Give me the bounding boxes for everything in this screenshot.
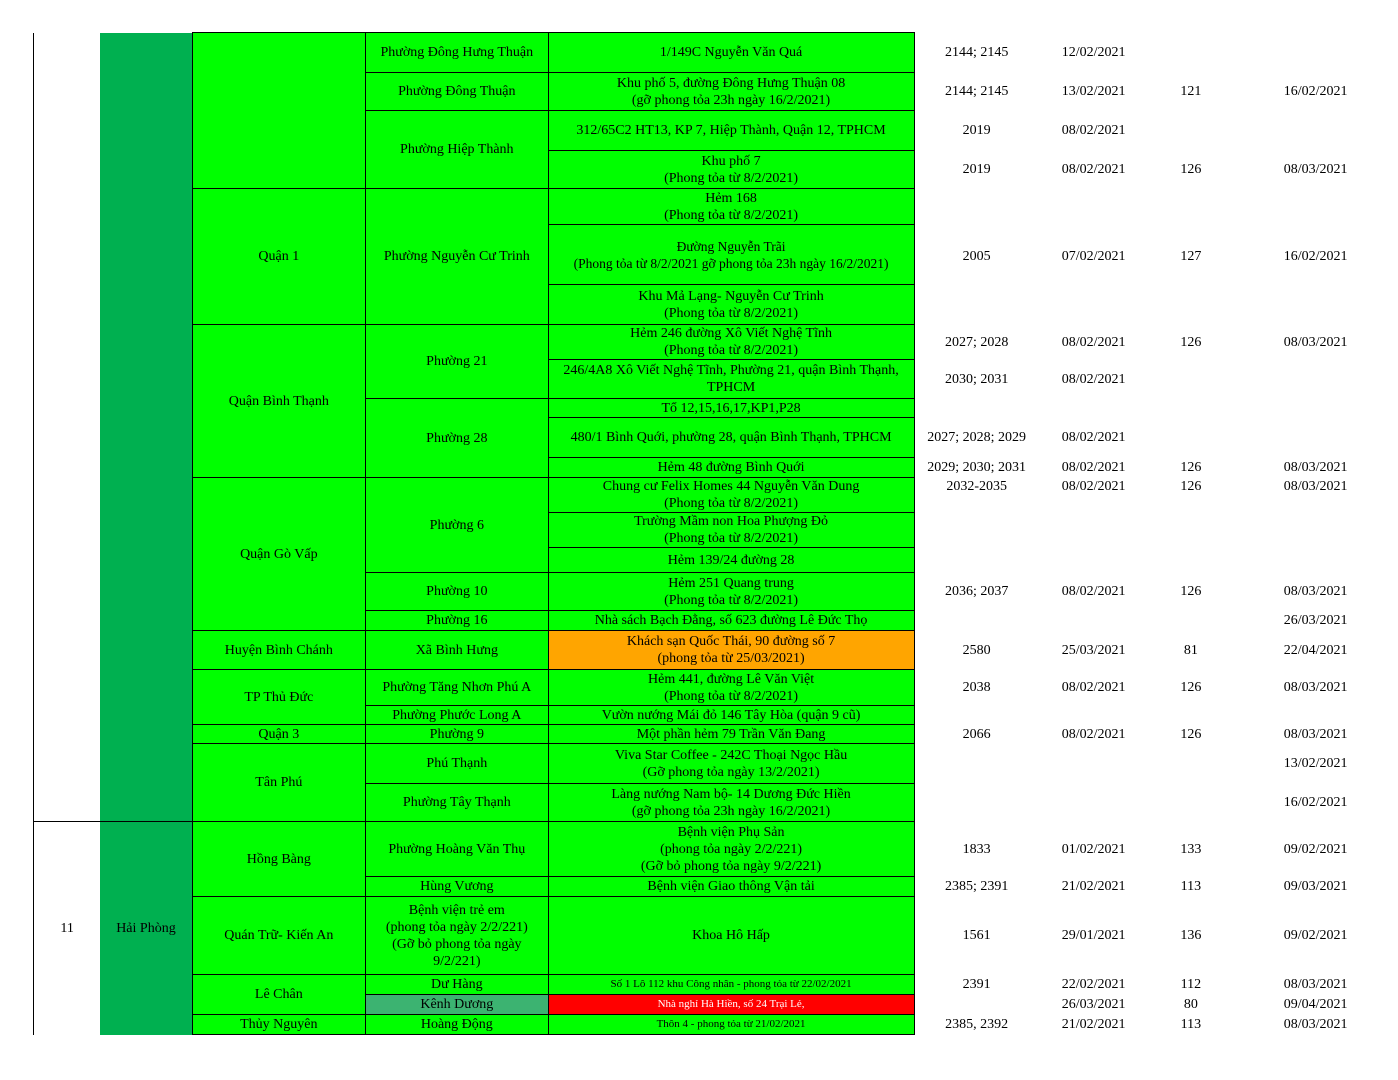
location-cell: Số 1 Lô 112 khu Công nhân - phong tỏa từ 22/02/2021 (548, 975, 914, 995)
case-ids: 1833 (962, 841, 991, 857)
case-ids (914, 784, 1039, 822)
days: 126 (1180, 478, 1202, 494)
start-date: 08/02/2021 (1061, 460, 1126, 475)
location-cell: Hẻm 251 Quang trung (Phong tỏa từ 8/2/2021) (548, 573, 914, 611)
ward-cell: Phú Thạnh (366, 744, 548, 784)
start-date: 29/01/2021 (1061, 928, 1126, 943)
case-ids: 2144; 2145 (944, 45, 1009, 60)
district-cell: Quận 3 (192, 725, 366, 744)
days: 81 (1183, 642, 1198, 658)
district-cell: Quận 1 (192, 189, 366, 325)
start-date (1039, 399, 1149, 418)
days (1149, 548, 1234, 573)
end-date: 09/03/2021 (1283, 879, 1348, 894)
location-cell: Tổ 12,15,16,17,KP1,P28 (548, 399, 914, 418)
table-row (34, 670, 1398, 706)
days: 113 (1180, 1017, 1202, 1032)
outbreak-table (33, 32, 1398, 1035)
start-date: 21/02/2021 (1061, 879, 1126, 894)
start-date: 08/02/2021 (1061, 371, 1126, 387)
end-date (1233, 706, 1398, 725)
district-cell: Huyện Bình Chánh (192, 631, 366, 670)
case-ids: 2019 (962, 162, 991, 177)
days (1149, 744, 1234, 784)
end-date: 08/03/2021 (1283, 460, 1348, 475)
location-cell: Hẻm 441, đường Lê Văn Việt (Phong tỏa từ 8/2/2021) (548, 670, 914, 706)
ward-cell: Phường 28 (366, 399, 548, 478)
ward-cell: Phường 16 (366, 611, 548, 631)
days (1149, 418, 1234, 458)
end-date: 22/04/2021 (1283, 642, 1348, 658)
case-ids: 2036; 2037 (944, 584, 1009, 599)
days: 126 (1180, 334, 1202, 350)
location-cell: Khoa Hô Hấp (548, 897, 914, 975)
case-ids: 2027; 2028 (944, 334, 1009, 350)
start-date: 08/02/2021 (1061, 584, 1126, 599)
end-date: 08/03/2021 (1283, 977, 1348, 992)
ward-cell: Kênh Dương (366, 995, 548, 1015)
end-date (1233, 399, 1398, 418)
province-cell-hcm (100, 725, 192, 822)
location-cell: Hẻm 246 đường Xô Viết Nghệ Tĩnh (Phong tỏa từ 8/2/2021) (548, 325, 914, 360)
days (1149, 360, 1234, 399)
ward-cell: Phường Đông Hưng Thuận (366, 33, 548, 73)
table-row (34, 1015, 1398, 1035)
table-row (34, 975, 1398, 995)
location-cell: Hẻm 168 (Phong tỏa từ 8/2/2021) (548, 189, 914, 225)
location-cell: Trường Mầm non Hoa Phượng Đỏ (Phong tỏa từ 8/2/2021) (548, 513, 914, 548)
case-ids: 2580 (962, 642, 991, 658)
end-date: 08/03/2021 (1283, 1017, 1348, 1032)
end-date (1233, 548, 1398, 573)
table-row (34, 478, 1398, 513)
location-cell: Bệnh viện Giao thông Vận tải (548, 877, 914, 897)
start-date: 12/02/2021 (1061, 45, 1126, 60)
end-date: 16/02/2021 (1283, 249, 1348, 264)
start-date: 21/02/2021 (1061, 1017, 1126, 1032)
ward-cell: Phường Đông Thuận (366, 73, 548, 111)
days: 121 (1180, 84, 1202, 99)
end-date: 13/02/2021 (1283, 756, 1348, 771)
end-date: 08/03/2021 (1283, 478, 1348, 494)
case-ids: 2066 (962, 726, 991, 742)
location-cell: Nhà nghỉ Hà Hiền, số 24 Trại Lẻ, (548, 995, 914, 1015)
case-ids (914, 706, 1039, 725)
days (1149, 611, 1234, 631)
days (1149, 111, 1234, 151)
start-date (1039, 548, 1149, 573)
days: 136 (1180, 928, 1202, 943)
location-cell: 246/4A8 Xô Viết Nghệ Tĩnh, Phường 21, quận Bình Thạnh, TPHCM (548, 360, 914, 399)
province-cell: Hải Phòng (100, 822, 192, 1035)
location-cell: Khu Mả Lạng- Nguyễn Cư Trinh (Phong tỏa từ 8/2/2021) (548, 285, 914, 325)
start-date: 07/02/2021 (1061, 249, 1126, 264)
location-cell: Thôn 4 - phong tỏa từ 21/02/2021 (548, 1015, 914, 1035)
district-cell: Quận Gò Vấp (192, 478, 366, 631)
case-ids: 2005 (962, 249, 991, 264)
table-row (34, 897, 1398, 975)
end-date: 16/02/2021 (1283, 795, 1348, 810)
stt-cell: 11 (34, 822, 101, 1035)
ward-cell: Phường Nguyễn Cư Trinh (366, 189, 548, 325)
ward-cell: Phường 6 (366, 478, 548, 573)
case-ids: 2019 (962, 123, 991, 138)
district-cell: Quận Bình Thạnh (192, 325, 366, 478)
table-row (34, 325, 1398, 360)
start-date: 22/02/2021 (1061, 977, 1126, 992)
case-ids (914, 611, 1039, 631)
location-cell: Bệnh viện Phụ Sản (phong tỏa ngày 2/2/221) (Gỡ bỏ phong tỏa ngày 9/2/221) (548, 822, 914, 877)
location-cell: 1/149C Nguyễn Văn Quá (548, 33, 914, 73)
start-date: 13/02/2021 (1061, 84, 1126, 99)
location-cell: Viva Star Coffee - 242C Thoại Ngọc Hầu (Gỡ phong tỏa ngày 13/2/2021) (548, 744, 914, 784)
ward-cell: Phường 10 (366, 573, 548, 611)
ward-cell: Phường 21 (366, 325, 548, 399)
start-date (1039, 611, 1149, 631)
district-cell: Thủy Nguyên (192, 1015, 366, 1035)
case-ids: 2385; 2391 (944, 879, 1009, 894)
start-date (1039, 513, 1149, 548)
ward-cell: Phường Tây Thạnh (366, 784, 548, 822)
case-ids: 2385, 2392 (945, 1017, 1009, 1032)
stt-cell-empty (34, 725, 101, 822)
end-date: 08/03/2021 (1283, 680, 1348, 695)
days: 80 (1183, 997, 1198, 1012)
location-cell: Chung cư Felix Homes 44 Nguyễn Văn Dung (Phong tỏa từ 8/2/2021) (548, 478, 914, 513)
end-date: 08/03/2021 (1283, 726, 1348, 742)
table-row (34, 189, 1398, 225)
start-date: 08/02/2021 (1061, 123, 1126, 138)
start-date: 01/02/2021 (1061, 841, 1126, 857)
end-date (1233, 111, 1398, 151)
start-date: 08/02/2021 (1061, 334, 1126, 350)
start-date: 08/02/2021 (1061, 478, 1126, 494)
location-cell: 312/65C2 HT13, KP 7, Hiệp Thành, Quận 12, TPHCM (548, 111, 914, 151)
case-ids: 2027; 2028; 2029 (927, 430, 1027, 445)
ward-cell: Phường Phước Long A (366, 706, 548, 725)
start-date (1039, 744, 1149, 784)
days (1149, 513, 1234, 548)
end-date (1233, 33, 1398, 73)
days: 127 (1180, 249, 1202, 264)
case-ids (914, 513, 1039, 548)
case-ids: 2038 (962, 680, 991, 695)
province-cell-hcm (100, 33, 192, 725)
location-cell: Nhà sách Bạch Đằng, số 623 đường Lê Đức Thọ (548, 611, 914, 631)
end-date: 08/03/2021 (1283, 584, 1348, 599)
days: 112 (1180, 977, 1202, 992)
location-cell: Khu phố 5, đường Đông Hưng Thuận 08 (gỡ phong tỏa 23h ngày 16/2/2021) (548, 73, 914, 111)
days: 126 (1180, 584, 1202, 599)
start-date: 08/02/2021 (1061, 430, 1126, 445)
location-cell: Hẻm 139/24 đường 28 (548, 548, 914, 573)
days (1149, 33, 1234, 73)
table-row (34, 725, 1398, 744)
case-ids: 2029; 2030; 2031 (927, 460, 1027, 475)
days (1149, 706, 1234, 725)
case-ids: 2391 (962, 977, 991, 992)
ward-cell: Phường 9 (366, 725, 548, 744)
table-row (34, 822, 1398, 877)
ward-cell: Phường Hoàng Văn Thụ (366, 822, 548, 877)
case-ids: 2030; 2031 (944, 371, 1009, 387)
table-row (34, 631, 1398, 670)
days: 126 (1180, 726, 1202, 742)
location-cell: Đường Nguyễn Trãi (Phong tỏa từ 8/2/2021 gỡ phong tỏa 23h ngày 16/2/2021) (548, 225, 914, 285)
district-cell-blank (192, 33, 366, 189)
days (1149, 399, 1234, 418)
case-ids: 2032-2035 (946, 478, 1007, 494)
end-date: 16/02/2021 (1283, 84, 1348, 99)
ward-cell: Phường Tăng Nhơn Phú A (366, 670, 548, 706)
end-date (1233, 513, 1398, 548)
end-date: 09/04/2021 (1283, 997, 1348, 1012)
days: 113 (1180, 879, 1202, 894)
district-cell: Quán Trữ- Kiến An (192, 897, 366, 975)
start-date: 26/03/2021 (1061, 997, 1126, 1012)
table-row (34, 744, 1398, 784)
ward-cell: Dư Hàng (366, 975, 548, 995)
case-ids (914, 399, 1039, 418)
location-cell: 480/1 Bình Quới, phường 28, quận Bình Thạnh, TPHCM (548, 418, 914, 458)
district-cell: Lê Chân (192, 975, 366, 1015)
district-cell: Hồng Bàng (192, 822, 366, 897)
end-date (1233, 360, 1398, 399)
end-date: 09/02/2021 (1283, 928, 1348, 943)
location-cell: Hẻm 48 đường Bình Quới (548, 458, 914, 478)
ward-cell: Hùng Vương (366, 877, 548, 897)
end-date: 08/03/2021 (1283, 334, 1348, 350)
district-cell: Tân Phú (192, 744, 366, 822)
district-cell: TP Thủ Đức (192, 670, 366, 725)
location-cell: Khu phố 7 (Phong tỏa từ 8/2/2021) (548, 151, 914, 189)
days: 133 (1180, 841, 1202, 857)
ward-cell: Bệnh viện trẻ em (phong tỏa ngày 2/2/221) (Gỡ bỏ phong tỏa ngày 9/2/221) (366, 897, 548, 975)
start-date: 08/02/2021 (1061, 680, 1126, 695)
case-ids: 2144; 2145 (944, 84, 1009, 99)
ward-cell: Xã Bình Hưng (366, 631, 548, 670)
start-date: 08/02/2021 (1061, 162, 1126, 177)
stt-cell-empty (34, 33, 101, 725)
start-date (1039, 784, 1149, 822)
case-ids (914, 995, 1039, 1015)
case-ids (914, 744, 1039, 784)
start-date (1039, 706, 1149, 725)
start-date: 25/03/2021 (1061, 642, 1126, 658)
case-ids (914, 548, 1039, 573)
end-date: 08/03/2021 (1283, 162, 1348, 177)
location-cell: Vườn nướng Mái đỏ 146 Tây Hòa (quận 9 cũ) (548, 706, 914, 725)
days: 126 (1180, 460, 1202, 475)
location-cell: Làng nướng Nam bộ- 14 Dương Đức Hiền (gỡ phong tỏa 23h ngày 16/2/2021) (548, 784, 914, 822)
ward-cell: Hoàng Động (366, 1015, 548, 1035)
days (1149, 784, 1234, 822)
end-date: 09/02/2021 (1283, 841, 1348, 857)
days: 126 (1180, 162, 1202, 177)
ward-cell: Phường Hiệp Thành (366, 111, 548, 189)
days: 126 (1180, 680, 1202, 695)
start-date: 08/02/2021 (1061, 726, 1126, 742)
location-cell: Khách sạn Quốc Thái, 90 đường số 7 (phong tỏa từ 25/03/2021) (548, 631, 914, 670)
end-date: 26/03/2021 (1283, 613, 1348, 628)
end-date (1233, 418, 1398, 458)
case-ids: 1561 (962, 928, 991, 943)
location-cell: Một phần hẻm 79 Trần Văn Đang (548, 725, 914, 744)
table-row (34, 33, 1398, 73)
